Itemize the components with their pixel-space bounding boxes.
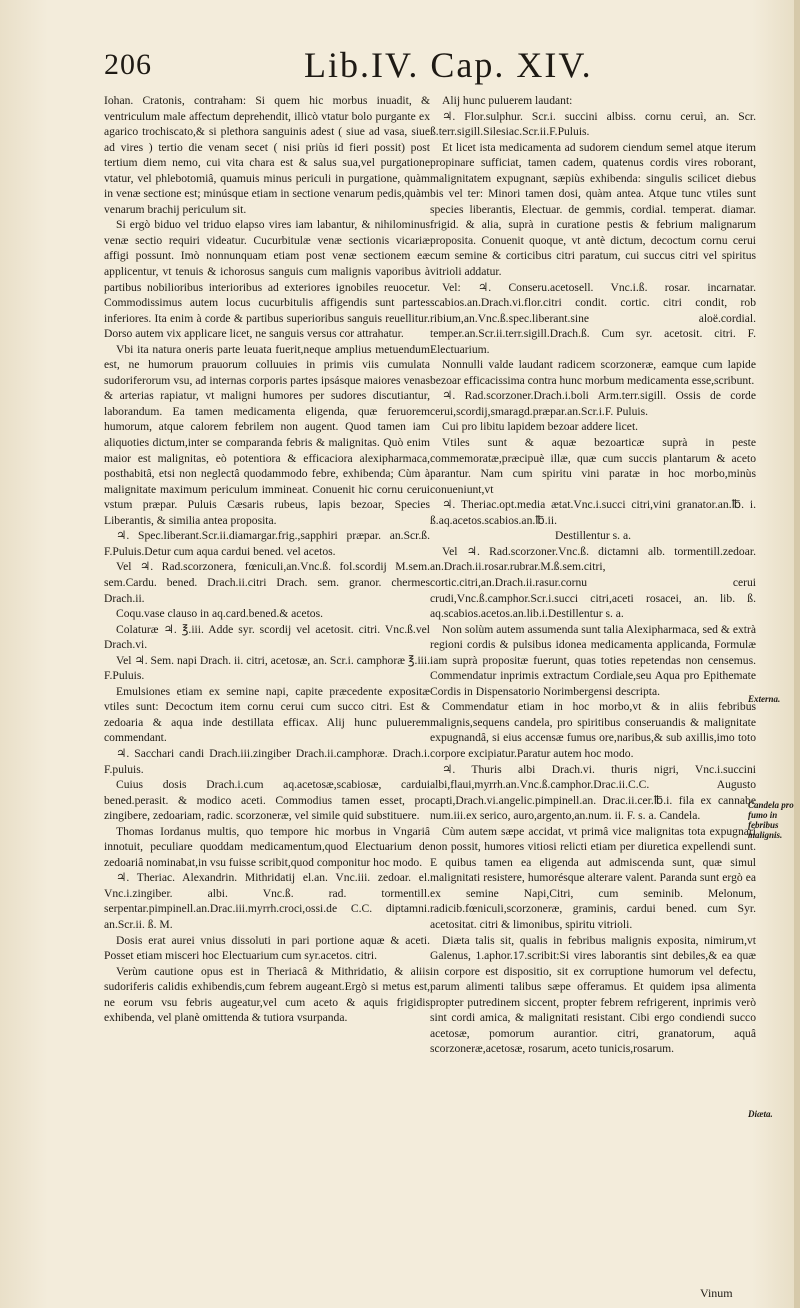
catchword: Vinum — [700, 1286, 733, 1300]
recipe-line: Destillentur s. a. — [555, 529, 631, 543]
page-number: 206 — [104, 48, 152, 81]
recipe: ♃. Flor.sulphur. Scr.i. succini albiss. cornu ceruì, an. Scr. ß.terr.sigill.Silesiac.Scr.ii.F.Puluis. — [430, 109, 756, 139]
page-header — [104, 44, 704, 90]
recipe: ♃. Theriac. Alexandrin. Mithridatij el.an. Vnc.iii. zedoar. el. Vnc.i.zingiber. albi. Vnc.ß. rad. tormentill. serpentar.pimpinell.an.Drac.iii.myrrh.croci,ossi.de C.C. diptamni. an.Scr.ii. ß. M. — [104, 871, 430, 931]
paragraph: Alij hunc puluerem laudant: — [442, 94, 573, 107]
paragraph: Et licet ista medicamenta ad sudorem ciendum semel atque iterum propinare sufficiat, tamen cadem, quatenus cordis vires roborant, malignitatem expugnant, sæpiùs exhibenda: singulis scilicet diebus bis vel ter: Minori tamen dosi, quàm antea. Atque tunc vtiles sunt species liberantis, Electuar. de gemmis, cordial. temperat. diamar. frigid. & alia, suprà in curatione pestis & febrium malignarum proposita. Conuenit quoque, vt antè dictum, decoctum cornu cerui cum semine & corticibus citri paratum, cui succus citri vel spiritus vitrioli addatur. — [430, 140, 756, 279]
recipe: Vel: ♃. Conseru.acetosell. Vnc.i.ß. rosar. incarnatar. scabios.an.Drach.vi.flor.citri condit. cortic. citri condit, rob ribium,an.Vnc.ß.spec.liberant.sine aloë.cordial. temper.an.Scr.ii.terr.sigill.Drach.ß. Cum syr. acetosit. citri. F. Electuarium. — [430, 280, 756, 356]
paragraph: Commendatur etiam in hoc morbo,vt & in aliis febribus malignis,sequens candela, pro spiritibus conseruandis & malignitate expugnandâ, si eius accensæ fumus ore,naribus,& sub axillis,imo toto corpore excipiatur.Paratur autem hoc modo. — [430, 700, 756, 760]
paragraph: Verùm cautione opus est in Theriacâ & Mithridatio, & aliis sudoriferis calidis exhibendis,cum febrem augeant.Ergò si metus est, ne eorum vsu febris augeatur,vel cum aceto & aquis frigidis exhibenda, vel planè omittenda & tutiora vsurpanda. — [104, 964, 430, 1025]
paragraph: Cùm autem sæpe accidat, vt primâ vice malignitas tota expugnari non possit, humores vitiosi relicti etiam per diuretica expellendi sunt. E quibus tamen ea eligenda aut admiscenda sunt, quæ simul malignitati resistere, humorésque alterare valent. Paranda sunt ergò ea ex semine Napi,Citri, cum seminib. Melonum, radicib.fœniculi,scorzoneræ, graminis, cardui bened. cum Syr. acetositat. citri & limonibus, spiritu vitrioli. — [430, 824, 756, 931]
recipe: ♃. Thuris albi Drach.vi. thuris nigri, Vnc.i.succini albi,flaui,myrrh.an.Vnc.ß.camphor.Drac.ii.C.C. Augusto capti,Drach.vi.angelic.pimpinell.an. Drac.ii.cer.℔.i. fila ex cannabe num.iii.ex serico, auro,argento,an.num. ii. F. s. a. Candela. — [430, 762, 756, 823]
recipe: ♃. Rad.scorzoner.Drach.i.boli Arm.terr.sigill. Ossis de corde cerui,scordij,smaragd.præpar.an.Scr.i.F. Puluis. — [430, 389, 756, 418]
paragraph: Vtiles sunt & aquæ bezoarticæ suprà in peste commemoratæ,præcipuè illæ, quæ cum succis plantarum & aceto parantur. Nam cum spiritu vini paratæ in hoc morbo,minùs conueniunt,vt — [430, 436, 756, 496]
recipe: ♃. Theriac.opt.media ætat.Vnc.i.succi citri,vini granator.an.℔. i. ß.aq.acetos.scabios.an.℔.ii. — [430, 498, 756, 527]
recipe-line: Colaturæ ♃. ℥.iii. Adde syr. scordij vel acetosit. citri. Vnc.ß.vel Drach.vi. — [104, 622, 430, 652]
recipe: Vel ♃. Sem. napi Drach. ii. citri, acetosæ, an. Scr.i. camphoræ ℥.iii. F.Puluis. — [104, 653, 430, 683]
recipe-line: Coqu.vase clauso in aq.card.bened.& acetos. — [116, 607, 324, 621]
paragraph: Iohan. Cratonis, contraham: Si quem hic morbus inuadit, & ventriculum male affectum deprehendit, illicò vtatur bolo purgante ex agarico trochiscato,& si plethora sanguinis adest ( siue ad vasa, siue ad vires ) tertio die venam secet ( nisi priùs id fieri possit) post tertium diem nemo, cui vita chara est & salus sua,vel purgatione vtatur, vel phlebotomiâ, quamuis minus periculi in purgatione, quàm in venæ sectione est; minúsque etiam in sectione venarum pedis,quàm venarum brachij periculum sit. — [104, 94, 430, 216]
paragraph: Vbi ita natura oneris parte leuata fuerit,neque amplius metuendum est, ne humorum prauorum colluuies in primis viis cumulata sudoriferorum vsu, ad internas corporis partes ipsásque maiores venas & arterias rapiatur, vt maligni humores per sudores discutiantur, laborandum. Ea tamen medicamenta eligenda, quæ feruorem humorum, atque calorem febrilem non augent. Quod tamen iam aliquoties dictum,inter se comparanda febris & malignitas. Quò enim maior est malignitas, eò potentiora & efficaciora alexipharmaca, posthabitâ, etsi non neglectâ quodammodo febre, exhibenda; Cùm à malignitate maximum periculum immineat. Conuenit hic cornu cerui vstum præpar. Puluis Cæsaris rubeus, lapis bezoar, Species Liberantis, & similia antea proposita. — [104, 342, 430, 527]
paragraph: Non solùm autem assumenda sunt talia Alexipharmaca, sed & extrà regioni cordis & pulsibus idonea medicamenta applicanda, Formulæ iam suprà propositæ fuerunt, quas toties repetendas non censemus. Commendatur inprimis extractum Cordiale,seu Aqua pro Epithemate Cordis in Dispensatorio Norimbergensi descripta. — [430, 622, 756, 698]
paragraph: Thomas Iordanus multis, quo tempore hic morbus in Vngariâ innotuit, peculiare quoddam medicamentum,quod Electuarium de zedoariâ nominabat,in vsu fuisse scribit,quod componitur hoc modo. — [104, 824, 430, 869]
margin-note-externa: Externa. — [748, 694, 781, 704]
paragraph: Cuius dosis Drach.i.cum aq.acetosæ,scabiosæ, cardui bened.perasit. & modico aceti. Commodius tamen esset, pro zingibere, zedoariam, radic. scorzoneræ, vel simile quid substituere. — [104, 778, 430, 823]
paragraph: Emulsiones etiam ex semine napi, capite præcedente expositæ vtiles sunt: Decoctum item cornu cerui cum succo citri. Est & zedoaria & aqua inde destillata efficax. Alij hunc puluerem commendant. — [104, 684, 430, 745]
paragraph: Cui pro libitu lapidem bezoar addere licet. — [442, 420, 639, 434]
recipe: ♃. Spec.liberant.Scr.ii.diamargar.frig.,sapphiri præpar. an.Scr.ß. F.Puluis.Detur cum aqua cardui bened. vel acetos. — [104, 529, 430, 558]
paragraph: Si ergò biduo vel triduo elapso vires iam labantur, & nihilominus venæ sectio requiri videatur. Cucurbitulæ venæ sectionis vicariæ affigi possunt. Imò nonnunquam etiam post venæ sectionem eæ applicentur, vt tenuis & ichorosus sanguis cum malignis vaporibus à partibus nobilioribus interioribus ad exteriores ignobiles reuocetur. Commodissimus autem locus cucurbitulis affigendis sunt partes inferiores. Ita enim à corde & partibus superioribus sanguis reuellitur. Dorso autem vix applicare licet, ne sanguis versus cor attrahatur. — [104, 218, 430, 341]
paragraph: Nonnulli valde laudant radicem scorzoneræ, eamque cum lapide bezoar efficacissima contra hunc morbum medicamenta esse,scribunt. — [430, 358, 756, 387]
left-column — [104, 93, 430, 1026]
margin-note-diaeta: Diæta. — [748, 1109, 773, 1119]
margin-note-candela: Candela pro fumo in febribus malignis. — [748, 800, 794, 840]
paragraph: Diæta talis sit, qualis in febribus malignis exposita, nimirum,vt Galenus, 1.aphor.17.scribit:Si vires laborantis sint debiles,& ea quæ in corpore est dispositio, sit ex corruptione humorum vel defectu, parum alimenti talibus sæpe offeramus. Et quidem ipsa alimenta propter putredinem siccent, propter febrem refrigerent, inprimis verò sint cordi amica, & malignitati resistant. Cibi ergo condiendi succo acetosæ, pomorum aurantior. citri, granatorum, aquâ scorzoneræ,acetosæ, rosarum, aceto tunicis,rosarum. — [430, 933, 756, 1056]
recipe: Vel ♃. Rad.scorzoner.Vnc.ß. dictamni alb. tormentill.zedoar. an.Drach.ii.rosar.rubrar.M.ß.sem.citri, cortic.citri,an.Drach.ii.rasur.cornu cerui crudi,Vnc.ß.camphor.Scr.i.succi citri,aceti rosacei, an. lib. ß. aq.scabios.acetos.an.lib.i.Destillentur s. a. — [430, 544, 756, 621]
paragraph: Dosis erat aurei vnius dissoluti in pari portione aquæ & aceti. Posset etiam misceri hoc Electuarium cum syr.acetos. citri. — [104, 933, 430, 963]
recipe: Vel ♃. Rad.scorzonera, fœniculi,an.Vnc.ß. fol.scordij M.sem. sem.Cardu. bened. Drach.ii.citri Drach. sem. granor. chermes Drach.ii. — [104, 560, 430, 605]
recipe: ♃. Sacchari candi Drach.iii.zingiber Drach.ii.camphoræ. Drach.i. F.puluis. — [104, 746, 430, 776]
page-edge — [794, 0, 800, 1308]
right-column — [430, 93, 756, 1057]
running-head: Lib.IV. Cap. XIV. — [304, 45, 593, 85]
